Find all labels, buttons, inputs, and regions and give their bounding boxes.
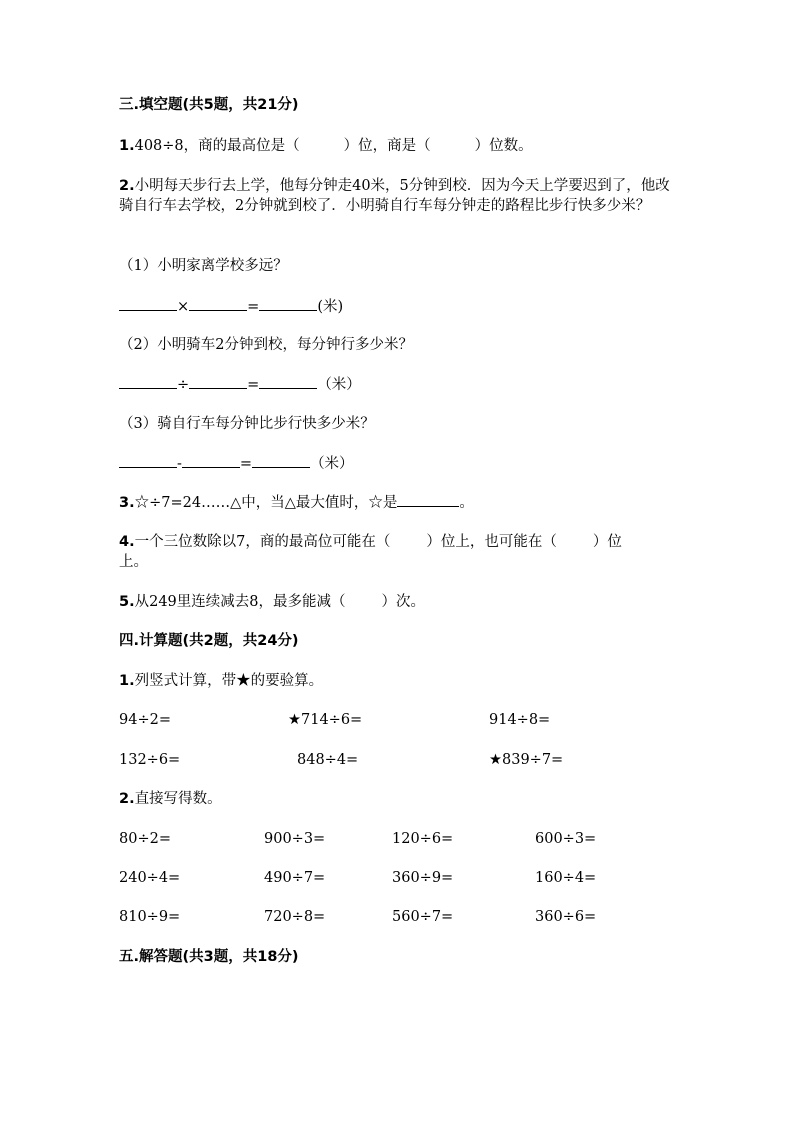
question-text: 一个三位数除以7，商的最高位可能在（: [134, 534, 391, 550]
mental-math-problem: 160÷4=: [535, 870, 597, 886]
answer-blank[interactable]: [397, 492, 459, 507]
mental-math-problem: 360÷9=: [392, 870, 454, 886]
question-4-2: [119, 789, 222, 809]
operator: -: [177, 456, 182, 472]
question-text: 从249里连续减去8，最多能减（: [134, 594, 346, 610]
question-text: ）位上，也可能在（: [426, 534, 557, 550]
question-3-4-continued: 上。: [119, 554, 148, 570]
question-text: ）次。: [381, 594, 426, 610]
calc-problem: 848÷4=: [297, 752, 359, 768]
mental-math-problem: 810÷9=: [119, 909, 181, 925]
question-number: 1.: [119, 138, 135, 154]
sub-question-2: （2）小明骑车2分钟到校，每分钟行多少米？: [119, 337, 413, 353]
operator: ×: [177, 299, 190, 315]
mental-math-problem: 600÷3=: [535, 831, 597, 847]
mental-math-problem: 360÷6=: [535, 909, 597, 925]
question-number: 5.: [119, 594, 135, 610]
mental-math-problem: 560÷7=: [392, 909, 454, 925]
answer-blank[interactable]: [259, 374, 317, 389]
answer-blank[interactable]: [189, 374, 247, 389]
question-number: 2.: [119, 178, 135, 194]
answer-blank[interactable]: [119, 374, 177, 389]
question-3-1: [119, 136, 533, 156]
question-text: 小明每天步行去上学，他每分钟走40米，5分钟到校．因为今天上学要迟到了，他改骑自行车去学校，2分钟就到校了．小明骑自行车每分钟走的路程比步行快多少米？: [119, 178, 670, 214]
sub-question-3: （3）骑自行车每分钟比步行快多少米？: [119, 416, 375, 432]
question-number: 3.: [119, 495, 135, 511]
question-number: 1.: [119, 673, 135, 689]
operator: ÷: [177, 377, 190, 393]
equals-sign: =: [247, 377, 260, 393]
calc-problem: ★839÷7=: [489, 752, 564, 768]
question-number: 4.: [119, 534, 135, 550]
unit-label: （米）: [310, 456, 354, 472]
calc-problem: 132÷6=: [119, 752, 181, 768]
unit-label: （米）: [317, 377, 361, 393]
answer-blank[interactable]: [189, 296, 247, 311]
section-title-word-problems: 五.解答题(共3题，共18分): [119, 949, 299, 965]
section-title-calculation: 四.计算题(共2题，共24分): [119, 633, 299, 649]
question-3-2: [119, 176, 679, 216]
sub-question-1: （1）小明家离学校多远？: [119, 258, 288, 274]
question-text: 408÷8，商的最高位是（: [134, 138, 300, 154]
answer-blank[interactable]: [119, 296, 177, 311]
equals-sign: =: [239, 456, 253, 472]
question-text: 列竖式计算，带★的要验算。: [134, 673, 324, 689]
mental-math-problem: 900÷3=: [264, 831, 326, 847]
answer-blank[interactable]: [119, 453, 177, 468]
mental-math-problem: 490÷7=: [264, 870, 326, 886]
mental-math-problem: 80÷2=: [119, 831, 171, 847]
question-text: 。: [459, 495, 474, 511]
equals-sign: =: [247, 299, 260, 315]
mental-math-problem: 120÷6=: [392, 831, 454, 847]
question-3-4: [119, 532, 622, 552]
answer-blank[interactable]: [182, 453, 240, 468]
section-title-fill-blank: 三.填空题(共5题，共21分): [119, 97, 299, 113]
question-number: 2.: [119, 791, 135, 807]
calc-problem: 94÷2=: [119, 712, 171, 728]
question-text: ）位数。: [474, 138, 533, 154]
question-text: ）位，商是（: [343, 138, 431, 154]
unit-label: (米): [317, 299, 344, 315]
equation-line-3: [119, 453, 354, 474]
question-3-5: [119, 592, 425, 612]
question-text: ☆÷7=24……△中，当△最大值时，☆是: [134, 495, 398, 511]
question-text: 直接写得数。: [134, 791, 222, 807]
calc-problem: 914÷8=: [489, 712, 551, 728]
question-3-3: [119, 492, 474, 513]
equation-line-2: [119, 374, 361, 395]
answer-blank[interactable]: [259, 296, 317, 311]
answer-blank[interactable]: [252, 453, 310, 468]
calc-problem: ★714÷6=: [288, 712, 363, 728]
mental-math-problem: 720÷8=: [264, 909, 326, 925]
mental-math-problem: 240÷4=: [119, 870, 181, 886]
question-4-1: [119, 671, 323, 691]
question-text: ）位: [592, 534, 622, 550]
equation-line-1: [119, 296, 343, 317]
